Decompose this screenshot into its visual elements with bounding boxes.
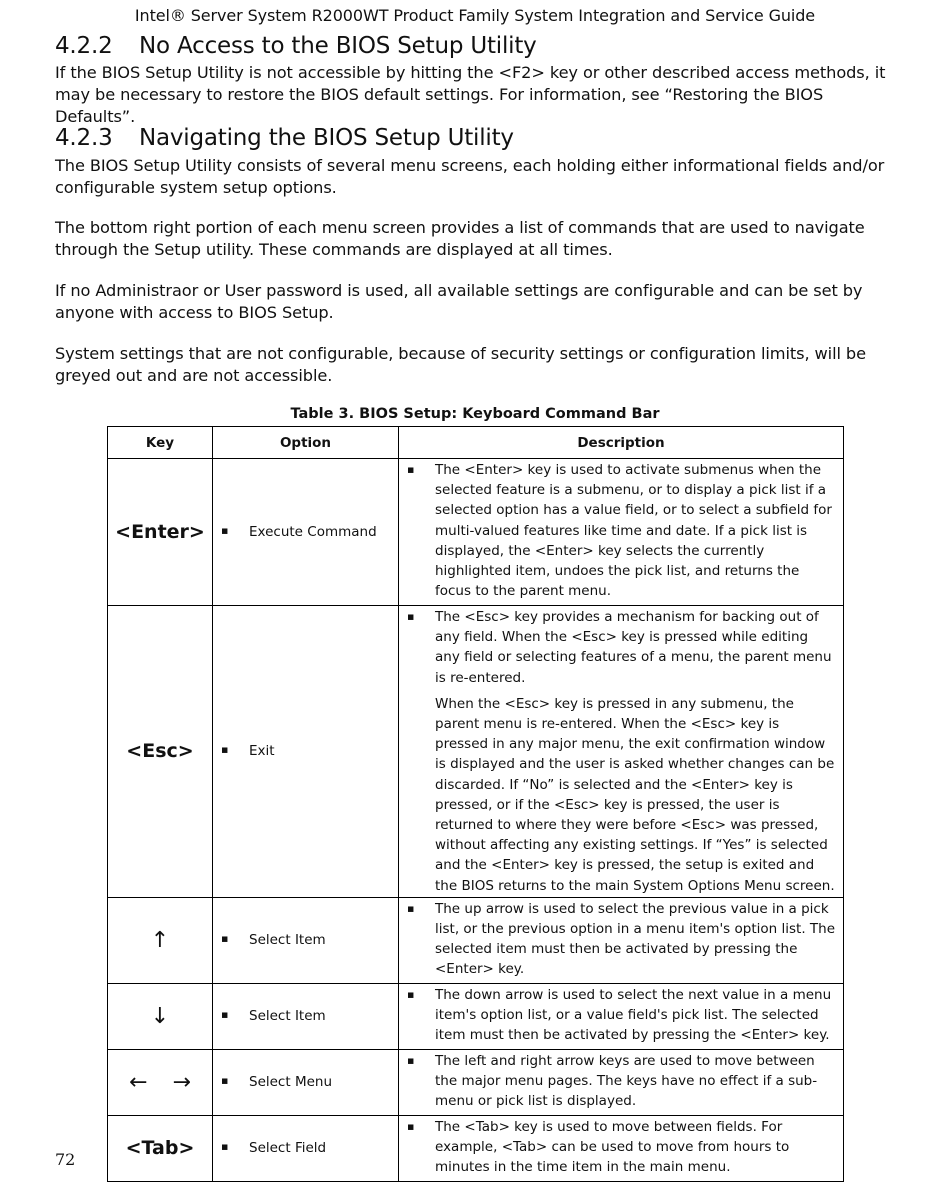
table-row bbox=[108, 1049, 844, 1115]
description-text: ▪ The <Esc> key provides a mechanism for backing out of any field. When the <Esc> key is pressed while editing any field or selecting features of a menu, the parent menu is re-entered. bbox=[407, 607, 835, 688]
keyboard-command-table bbox=[107, 426, 844, 1182]
option-label: ▪ Select Menu bbox=[221, 1074, 392, 1090]
description-cell bbox=[399, 606, 844, 898]
description-text: ▪ The <Enter> key is used to activate submenus when the selected feature is a submenu, or to display a pick list if a selected option has a value field, or to select a subfield for multi-valued features like time and date. If a pick list is displayed, the <Enter> key selects the currently highlighted item, undoes the pick list, and returns the focus to the parent menu. bbox=[407, 460, 835, 601]
page-number: 72 bbox=[55, 1150, 76, 1169]
paragraph: System settings that are not configurable, because of security settings or configuration limits, will be greyed out and are not accessible. bbox=[55, 344, 866, 385]
column-header-option: Option bbox=[213, 427, 399, 459]
section-number: 4.2.2 bbox=[55, 33, 113, 59]
page-header: Intel® Server System R2000WT Product Family System Integration and Service Guide bbox=[134, 6, 816, 25]
paragraph: The BIOS Setup Utility consists of several menu screens, each holding either informational fields and/or configurable system setup options. bbox=[55, 156, 885, 197]
option-cell bbox=[213, 897, 399, 983]
option-label: ▪ Select Field bbox=[221, 1140, 392, 1156]
table-row bbox=[108, 606, 844, 898]
description-text: ▪ The <Tab> key is used to move between fields. For example, <Tab> can be used to move from hours to minutes in the time item in the main menu. bbox=[407, 1117, 835, 1178]
option-label: ▪ Exit bbox=[221, 743, 392, 759]
left-right-arrow-key-cell: ← → bbox=[108, 1049, 213, 1115]
paragraph: If no Administraor or User password is used, all available settings are configurable and can be set by anyone with access to BIOS Setup. bbox=[55, 281, 863, 322]
paragraph: If the BIOS Setup Utility is not accessible by hitting the <F2> key or other described access methods, it may be necessary to restore the BIOS default settings. For information, see “Restoring the BIOS Defaults”. bbox=[55, 63, 886, 126]
section-title: No Access to the BIOS Setup Utility bbox=[139, 33, 537, 59]
key-cell: <Tab> bbox=[108, 1115, 213, 1181]
key-cell: <Enter> bbox=[108, 459, 213, 606]
key-cell: <Esc> bbox=[108, 606, 213, 898]
column-header-description: Description bbox=[399, 427, 844, 459]
description-cell bbox=[399, 1115, 844, 1181]
option-label: ▪ Select Item bbox=[221, 1008, 392, 1024]
table-row bbox=[108, 983, 844, 1049]
table-caption: Table 3. BIOS Setup: Keyboard Command Bar bbox=[290, 406, 660, 422]
description-text: ▪ The up arrow is used to select the previous value in a pick list, or the previous option in a menu item's option list. The selected item must then be activated by pressing the <Enter> key. bbox=[407, 899, 835, 980]
table-row bbox=[108, 897, 844, 983]
description-continuation: When the <Esc> key is pressed in any submenu, the parent menu is re-entered. When the <Esc> key is pressed in any major menu, the exit confirmation window is displayed and the user is asked whether changes can be discarded. If “No” is selected and the <Enter> key is pressed, or if the <Esc> key is pressed, the user is returned to where they were before <Esc> was pressed, without affecting any existing settings. If “Yes” is selected and the <Enter> key is pressed, the setup is exited and the BIOS returns to the main System Options Menu screen. bbox=[435, 695, 835, 894]
option-cell bbox=[213, 1049, 399, 1115]
description-text: ▪ The down arrow is used to select the next value in a menu item's option list, or a value field's pick list. The selected item must then be activated by pressing the <Enter> key. bbox=[407, 985, 835, 1046]
table-row bbox=[108, 459, 844, 606]
option-cell bbox=[213, 1115, 399, 1181]
section-title: Navigating the BIOS Setup Utility bbox=[139, 125, 514, 151]
option-label: ▪ Select Item bbox=[221, 932, 392, 948]
description-cell bbox=[399, 897, 844, 983]
description-cell bbox=[399, 459, 844, 606]
option-cell bbox=[213, 459, 399, 606]
option-cell bbox=[213, 606, 399, 898]
section-heading-4-2-2 bbox=[55, 33, 537, 59]
down-arrow-key-cell: ↓ bbox=[108, 983, 213, 1049]
description-text: ▪ The left and right arrow keys are used to move between the major menu pages. The keys have no effect if a sub-menu or pick list is displayed. bbox=[407, 1051, 835, 1112]
description-cell bbox=[399, 983, 844, 1049]
section-heading-4-2-3 bbox=[55, 125, 514, 151]
table-row bbox=[108, 1115, 844, 1181]
column-header-key: Key bbox=[108, 427, 213, 459]
section-number: 4.2.3 bbox=[55, 125, 113, 151]
option-label: ▪ Execute Command bbox=[221, 524, 392, 540]
option-cell bbox=[213, 983, 399, 1049]
table-header-row bbox=[108, 427, 844, 459]
paragraph: The bottom right portion of each menu screen provides a list of commands that are used to navigate through the Setup utility. These commands are displayed at all times. bbox=[55, 218, 865, 259]
description-cell bbox=[399, 1049, 844, 1115]
up-arrow-key-cell: ↑ bbox=[108, 897, 213, 983]
